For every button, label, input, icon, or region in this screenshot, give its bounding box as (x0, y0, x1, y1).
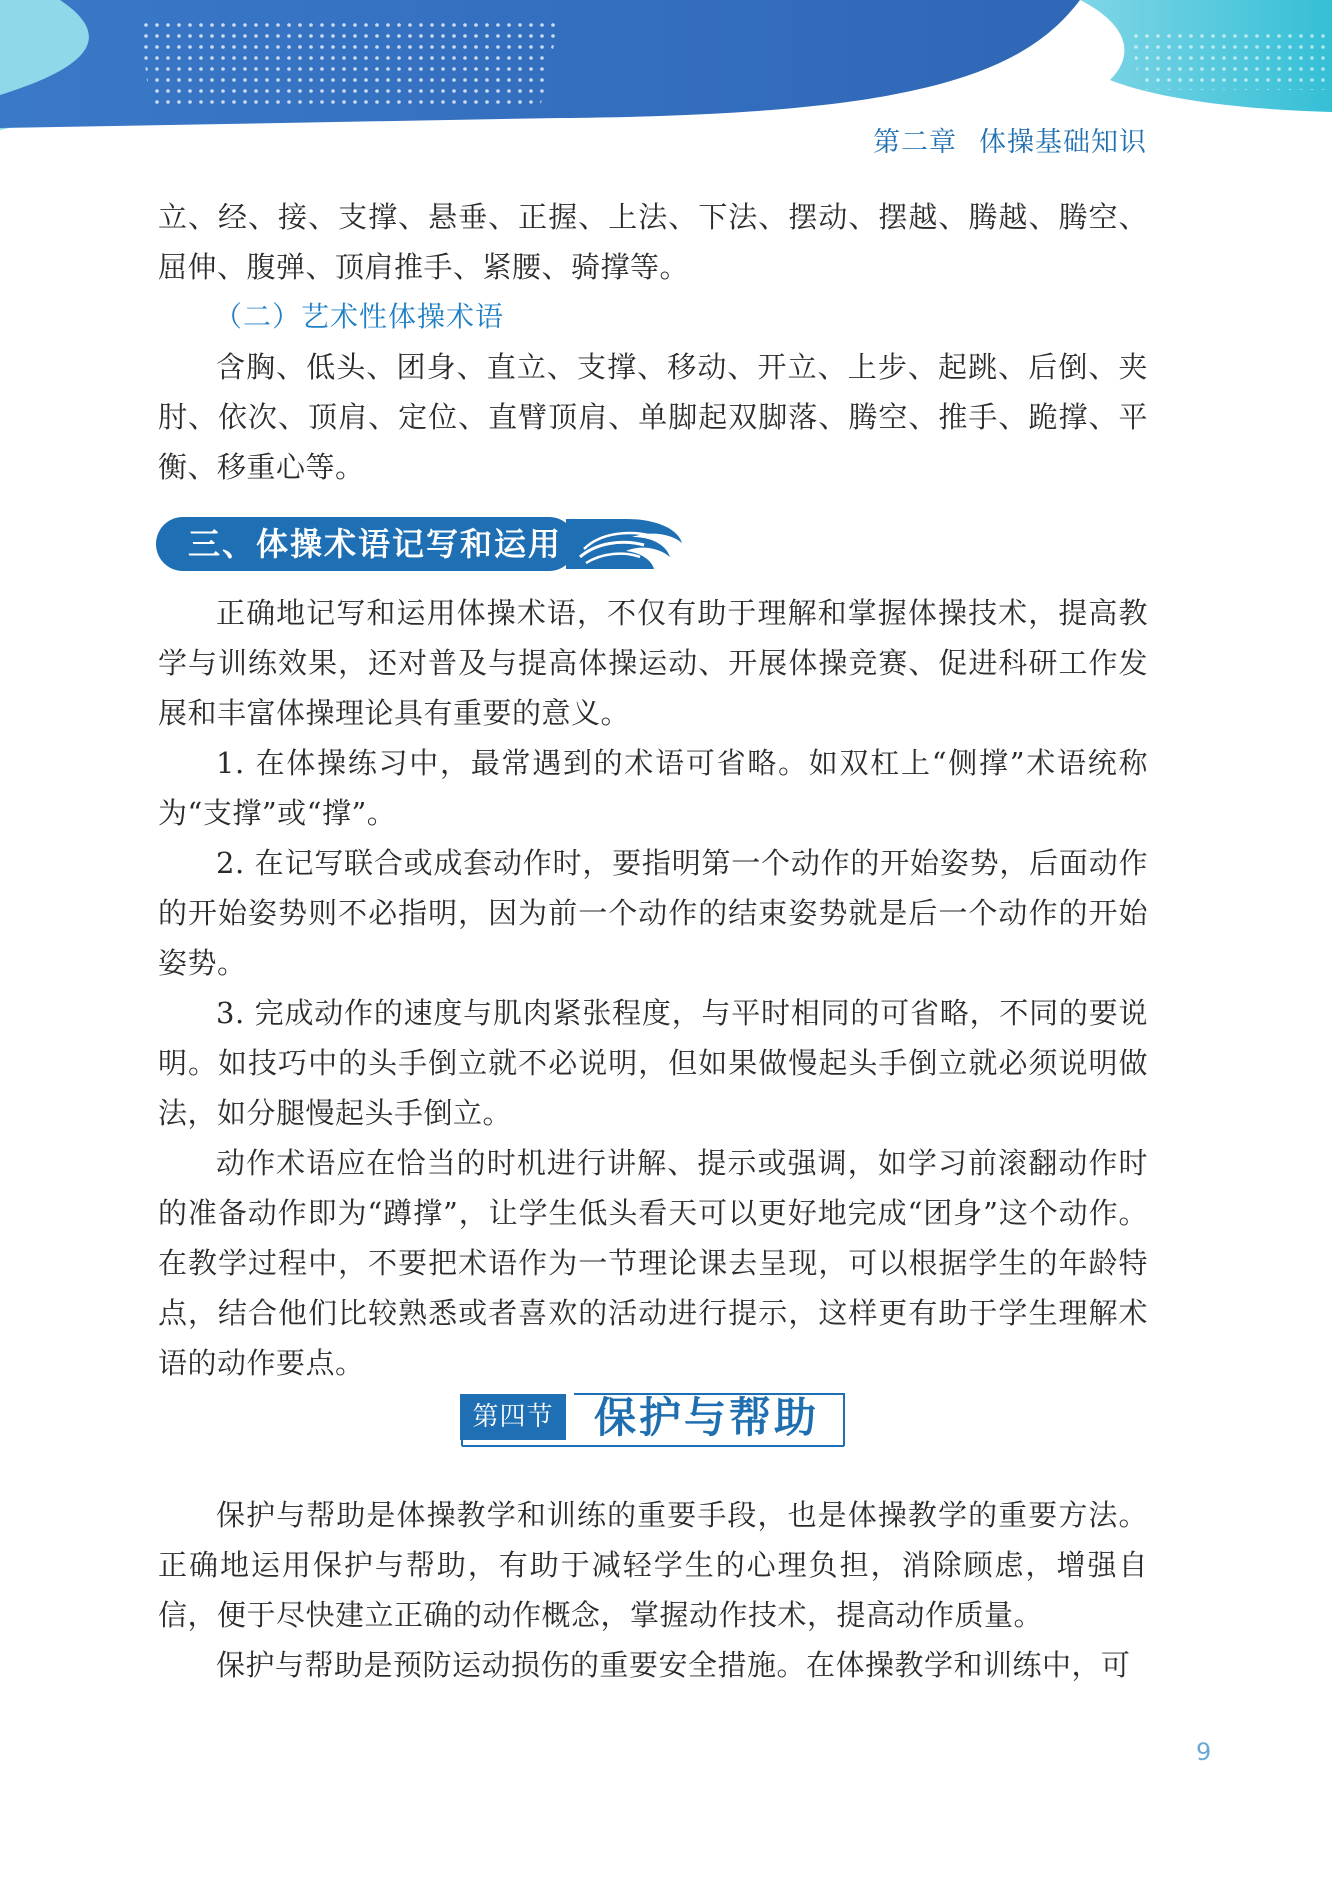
paragraph-art-terms: 含胸、低头、团身、直立、支撑、移动、开立、上步、起跳、后倒、夹肘、依次、顶肩、定位、直臂顶肩、单脚起双脚落、腾空、推手、跪撑、平衡、移重心等。 (158, 350, 1148, 484)
paragraph: 正确地记写和运用体操术语，不仅有助于理解和掌握体操技术，提高教学与训练效果，还对普及与提高体操运动、开展体操竞赛、促进科研工作发展和丰富体操理论具有重要的意义。 (158, 596, 1148, 730)
paragraph: 1. 在体操练习中，最常遇到的术语可省略。如双杠上“侧撑”术语统称为“支撑”或“撑”。 (158, 746, 1148, 830)
page-number: 9 (1196, 1738, 1212, 1766)
text-block-terms (158, 192, 1148, 492)
text-block-protection (158, 1490, 1148, 1690)
paragraph: 动作术语应在恰当的时机进行讲解、提示或强调，如学习前滚翻动作时的准备动作即为“蹲撑”，让学生低头看天可以更好地完成“团身”这个动作。在教学过程中，不要把术语作为一节理论课去呈现，可以根据学生的年龄特点，结合他们比较熟悉或者喜欢的活动进行提示，这样更有助于学生理解术语的动作要点。 (158, 1146, 1148, 1380)
paragraph: 2. 在记写联合或成套动作时，要指明第一个动作的开始姿势，后面动作的开始姿势则不必指明，因为前一个动作的结束姿势就是后一个动作的开始姿势。 (158, 846, 1148, 980)
section-heading-4 (460, 1388, 846, 1448)
chapter-header (873, 120, 1147, 159)
paragraph: 保护与帮助是体操教学和训练的重要手段，也是体操教学的重要方法。正确地运用保护与帮助，有助于减轻学生的心理负担，消除顾虑，增强自信，便于尽快建立正确的动作概念，掌握动作技术，提高动作质量。 (158, 1498, 1148, 1632)
section-heading-3 (156, 517, 686, 571)
paragraph: 3. 完成动作的速度与肌肉紧张程度，与平时相同的可省略，不同的要说明。如技巧中的头手倒立就不必说明，但如果做慢起头手倒立就必须说明做法，如分腿慢起头手倒立。 (158, 996, 1148, 1130)
section-title: 保护与帮助 (594, 1393, 820, 1442)
section-tag: 第四节 (460, 1394, 566, 1440)
wave-ornament-icon (566, 517, 686, 571)
text-block-usage (158, 588, 1148, 1388)
section-title: 三、体操术语记写和运用 (188, 525, 563, 563)
paragraph-continued: 立、经、接、支撑、悬垂、正握、上法、下法、摆动、摆越、腾越、腾空、屈伸、腹弹、顶肩推手、紧腰、骑撑等。 (158, 200, 1148, 284)
paragraph: 保护与帮助是预防运动损伤的重要安全措施。在体操教学和训练中，可 (216, 1648, 1131, 1682)
chapter-number: 第二章 (873, 127, 957, 158)
chapter-title: 体操基础知识 (979, 127, 1147, 158)
subheading-art-terms: （二）艺术性体操术语 (214, 300, 505, 333)
